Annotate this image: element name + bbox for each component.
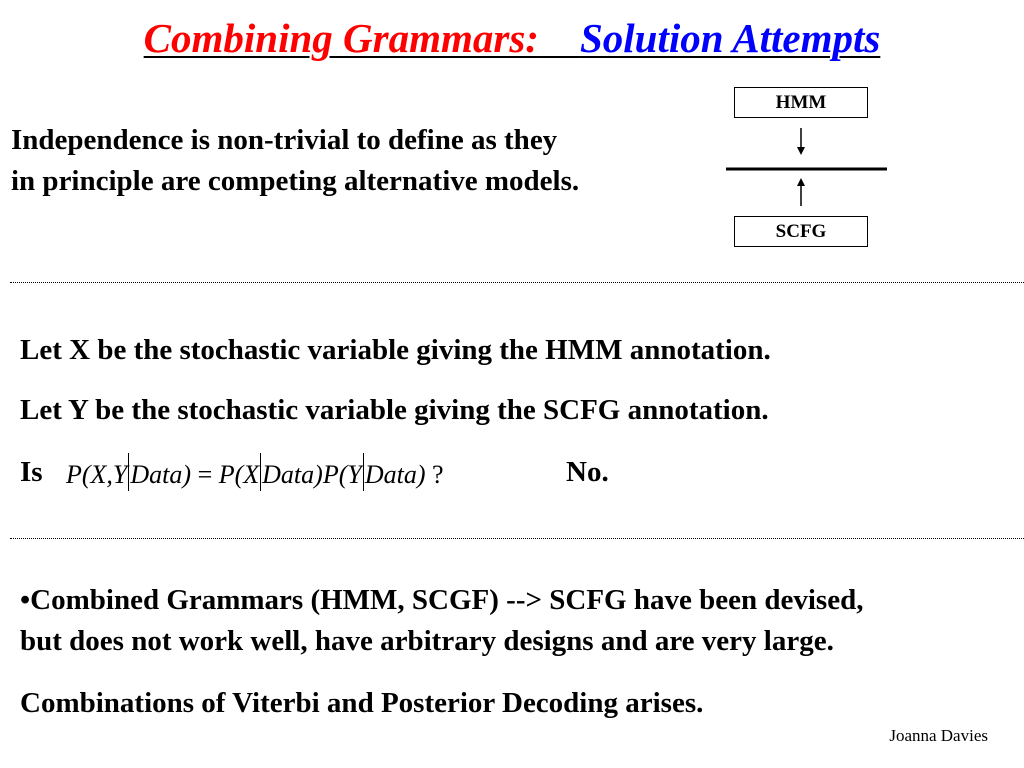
- conditional-bar: [260, 453, 261, 491]
- slide-title: [0, 14, 1024, 62]
- formula-question-mark: ?: [425, 460, 444, 489]
- title-gap: [539, 15, 580, 61]
- definition-y: Let Y be the stochastic variable giving the SCFG annotation.: [20, 394, 769, 426]
- merge-diagram: [720, 118, 900, 216]
- title-part-solution-attempts: Solution Attempts: [579, 15, 881, 61]
- formula-rhs-x-data: Data): [262, 460, 323, 489]
- definition-x: Let X be the stochastic variable giving the HMM annotation.: [20, 334, 771, 366]
- formula-lhs: P(X,Y: [66, 460, 128, 489]
- hmm-box: HMM: [734, 87, 868, 118]
- answer-no: No.: [566, 456, 609, 488]
- viterbi-posterior-line: Combinations of Viterbi and Posterior Decoding arises.: [20, 687, 704, 719]
- formula-rhs-y: P(Y: [322, 460, 362, 489]
- is-label: Is: [20, 456, 43, 488]
- independence-formula: [66, 453, 444, 491]
- formula-equals: =: [191, 460, 219, 489]
- combined-grammars-line-2: but does not work well, have arbitrary designs and are very large.: [20, 625, 834, 657]
- intro-line-2: in principle are competing alternative models.: [11, 165, 580, 197]
- formula-rhs-y-data: Data): [364, 460, 426, 489]
- formula-lhs-data: Data): [130, 460, 192, 489]
- scfg-box: SCFG: [734, 216, 868, 247]
- combined-grammars-line-1: •Combined Grammars (HMM, SCGF) --> SCFG have been devised,: [20, 584, 864, 616]
- formula-rhs-x: P(X: [218, 460, 260, 489]
- divider-bottom: [10, 538, 1024, 539]
- author-footer: Joanna Davies: [889, 726, 988, 745]
- divider-top: [10, 282, 1024, 283]
- down-arrow-head: [797, 147, 805, 155]
- conditional-bar: [363, 453, 364, 491]
- intro-line-1: Independence is non-trivial to define as they: [11, 124, 558, 156]
- title-part-combining-grammars: Combining Grammars:: [143, 15, 539, 61]
